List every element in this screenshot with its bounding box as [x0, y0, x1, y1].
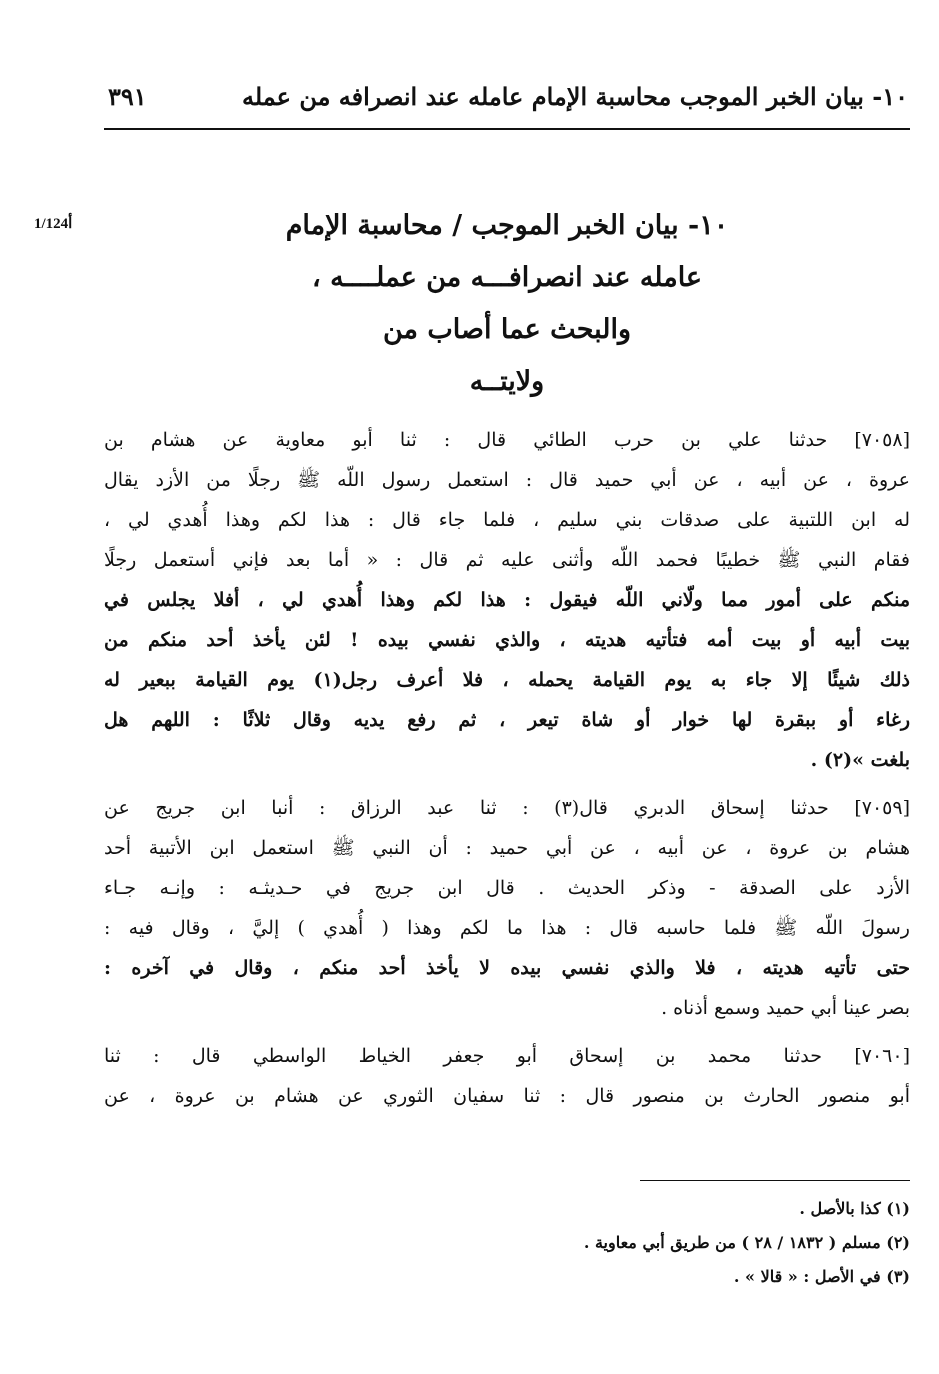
- text-line: ذلك شيئًا إلا جاء به يوم القيامة يحمله ، فلا أعرف رجل(١) يوم القيامة ببعير له: [104, 669, 910, 691]
- paragraph-gap: [104, 1028, 910, 1036]
- text-line: عروة ، عن أبيه ، عن أبي حميد قال : استعمل رسول اللّه ﷺ رجلًا من الأزد يقال: [104, 469, 910, 491]
- text-line: رغاء أو ببقرة لها خوار أو شاة تيعر ، ثم رفع يديه وقال ثلاثًا : اللهم هل: [104, 709, 910, 731]
- hadith-7059: [104, 788, 910, 1028]
- manuscript-folio-note: 1/124أ: [34, 216, 73, 232]
- header-rule: [104, 128, 910, 130]
- hadith-7060: [104, 1036, 910, 1116]
- text-line: أبو منصور الحارث بن منصور قال : ثنا سفيان الثوري عن هشام بن عروة ، عن: [104, 1085, 910, 1107]
- chapter-heading-line: ١٠- بيان الخبر الموجب / محاسبة الإمام: [285, 210, 729, 241]
- chapter-heading-line: ولايتــه: [469, 366, 545, 397]
- page-number: ٣٩١: [108, 82, 147, 111]
- text-line: [٧٠٥٩] حدثنا إسحاق الدبري قال(٣) : ثنا عبد الرزاق : أنبا ابن جريج عن: [104, 797, 910, 819]
- text-line: بلغت »(٢) .: [810, 749, 910, 771]
- text-line: بصر عينا أبي حميد وسمع أذناه .: [661, 997, 910, 1019]
- chapter-heading-line: والبحث عما أصاب من: [382, 314, 632, 345]
- text-line: له ابن اللتبية على صدقات بني سليم ، فلما جاء قال : هذا لكم وهذا أُهدي لي ،: [104, 509, 910, 531]
- text-line: منكم على أمور مما ولّاني اللّه فيقول : هذا لكم وهذا أُهدي لي ، أفلا يجلس في: [104, 589, 910, 611]
- running-header: [108, 82, 908, 122]
- text-line: بيت أبيه أو بيت أمه فتأتيه هديته ، والذي نفسي بيده ! لئن يأخذ أحد منكم من: [104, 629, 910, 651]
- chapter-heading: [104, 200, 910, 408]
- footnotes: [104, 1192, 910, 1294]
- paragraph-gap: [104, 780, 910, 788]
- footnote: (٢) مسلم ( ١٨٣٢ / ٢٨ ) من طريق أبي معاوية .: [583, 1233, 910, 1252]
- text-line: رسولَ اللّه ﷺ فلما حاسبه قال : هذا ما لكم وهذا ( أُهدي ) إليَّ ، وقال فيه :: [104, 917, 910, 939]
- footnote-rule: [640, 1180, 910, 1181]
- running-header-title: ١٠- بيان الخبر الموجب محاسبة الإمام عامله عند انصرافه من عمله: [241, 82, 908, 111]
- text-line: هشام بن عروة ، عن أبيه ، عن أبي حميد : أن النبي ﷺ استعمل ابن الأتبية أحد: [104, 837, 910, 859]
- hadith-7058: [104, 420, 910, 780]
- text-line: [٧٠٥٨] حدثنا علي بن حرب الطائي قال : ثنا أبو معاوية عن هشام بن: [104, 429, 910, 451]
- text-line: حتى تأتيه هديته ، فلا والذي نفسي بيده لا يأخذ أحد منكم ، وقال في آخره :: [104, 957, 910, 979]
- body-text: [104, 420, 910, 1116]
- footnote: (٣) في الأصل : « قالا » .: [733, 1267, 910, 1286]
- footnote: (١) كذا بالأصل .: [799, 1199, 910, 1218]
- text-line: الأزد على الصدقة - وذكر الحديث . قال ابن جريج في حـديثـه : وإنـه جـاء: [104, 877, 910, 899]
- text-line: [٧٠٦٠] حدثنا محمد بن إسحاق أبو جعفر الخياط الواسطي قال : ثنا: [104, 1045, 910, 1067]
- text-line: فقام النبي ﷺ خطيبًا فحمد اللّه وأثنى عليه ثم قال : « أما بعد فإني أستعمل رجلًا: [104, 549, 910, 571]
- chapter-heading-line: عامله عند انصرافـــه من عملــــه ،: [311, 262, 703, 293]
